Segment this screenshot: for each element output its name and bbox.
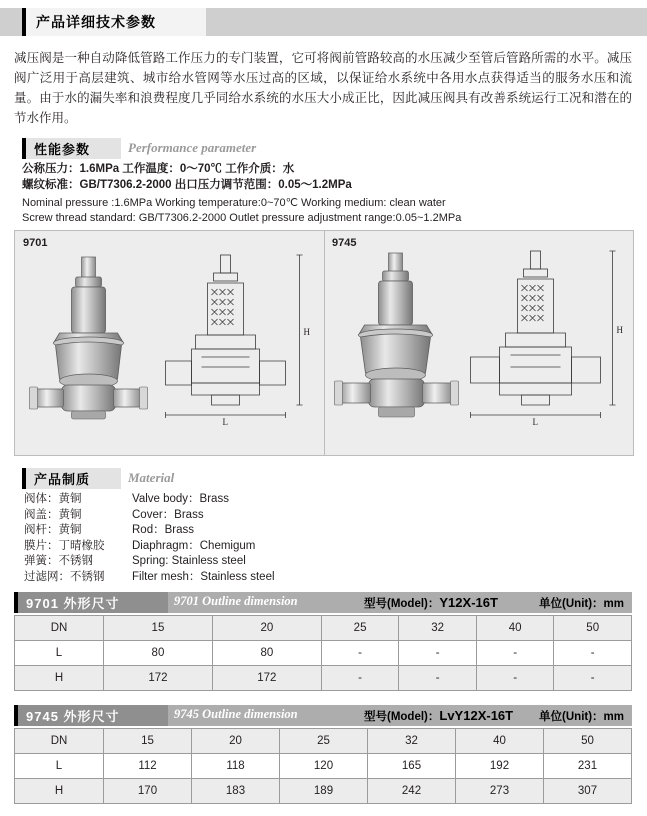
dimension-table-9745 xyxy=(14,728,632,804)
table-cell: 120 xyxy=(280,754,368,779)
product-images-panel xyxy=(14,230,634,456)
performance-parameters-cn xyxy=(22,162,622,193)
dimension-header-9745 xyxy=(14,705,632,726)
performance-section-label xyxy=(22,138,121,159)
table-cell: 172 xyxy=(212,666,321,691)
material-name-cn: 阀盖：黄铜 xyxy=(24,508,82,521)
product-image-9701 xyxy=(15,231,325,455)
dimension-tag-9745 xyxy=(14,705,168,726)
table-row xyxy=(15,641,632,666)
material-section-label xyxy=(22,468,121,489)
dimension-tag-9745-text: 9745 外形尺寸 xyxy=(26,709,120,724)
table-cell: 118 xyxy=(192,754,280,779)
svg-text:L: L xyxy=(222,417,228,427)
valve-illustration-9701 xyxy=(15,239,324,453)
page-title: 产品详细技术参数 xyxy=(36,14,156,30)
table-cell: H xyxy=(15,666,104,691)
dimension-unit-9745: 单位(Unit)：mm xyxy=(539,711,624,723)
table-cell: 40 xyxy=(456,729,544,754)
table-cell: 165 xyxy=(368,754,456,779)
table-cell: DN xyxy=(15,616,104,641)
svg-text:H: H xyxy=(303,327,310,337)
intro-paragraph: 减压阀是一种自动降低管路工作压力的专门装置，它可将阀前管路较高的水压减少至管后管路所需的水平。减压阀广泛用于高层建筑、城市给水管网等水压过高的区域，以保证给水系统中各用水点获得适当的服务水压和流量。由于水的漏失率和浪费程度几乎同给水系统的水压大小成正比，因此减压阀具有改善系统运行工况和潜在的节水作用。 xyxy=(14,51,632,125)
table-cell: 183 xyxy=(192,779,280,804)
table-cell: 80 xyxy=(104,641,213,666)
table-cell: 189 xyxy=(280,779,368,804)
dimension-en-9745: 9745 Outline dimension xyxy=(174,707,298,721)
table-cell: 273 xyxy=(456,779,544,804)
table-cell: 242 xyxy=(368,779,456,804)
table-cell: 50 xyxy=(554,616,632,641)
material-name-en: Filter mesh：Stainless steel xyxy=(132,570,275,583)
material-row xyxy=(24,523,382,539)
material-name-en: Cover：Brass xyxy=(132,508,204,521)
dimension-table-9701 xyxy=(14,615,632,691)
material-name-cn: 弹簧：不锈钢 xyxy=(24,555,93,567)
material-row xyxy=(24,508,382,524)
dimension-unit-9701: 单位(Unit)：mm xyxy=(539,598,624,610)
dimension-tag-9701-text: 9701 外形尺寸 xyxy=(26,596,120,611)
table-cell: 170 xyxy=(104,779,192,804)
table-cell: 25 xyxy=(321,616,399,641)
material-label-cn: 产品制质 xyxy=(34,472,91,487)
dimension-model-label-9745: 型号(Model)： xyxy=(364,711,440,723)
material-name-cn: 阀体：黄铜 xyxy=(24,493,82,505)
table-cell: 25 xyxy=(280,729,368,754)
material-row xyxy=(24,570,382,586)
table-cell: 15 xyxy=(104,616,213,641)
table-cell: - xyxy=(554,666,632,691)
table-cell: H xyxy=(15,779,104,804)
product-image-9701-code: 9701 xyxy=(23,237,48,249)
table-cell: - xyxy=(554,641,632,666)
material-list xyxy=(24,492,382,585)
material-name-cn: 过滤网：不锈钢 xyxy=(24,570,105,583)
table-cell: 32 xyxy=(399,616,477,641)
dimension-header-9701 xyxy=(14,592,632,613)
table-cell: 20 xyxy=(212,616,321,641)
dimension-model-9701 xyxy=(364,595,498,611)
table-cell: DN xyxy=(15,729,104,754)
dimension-tag-9701 xyxy=(14,592,168,613)
table-cell: 112 xyxy=(104,754,192,779)
table-cell: - xyxy=(321,641,399,666)
page-title-box xyxy=(22,8,206,36)
table-cell: L xyxy=(15,754,104,779)
table-cell: 50 xyxy=(544,729,632,754)
table-cell: 20 xyxy=(192,729,280,754)
table-row xyxy=(15,666,632,691)
dimension-model-label-9701: 型号(Model)： xyxy=(364,598,440,610)
material-name-en: Valve body：Brass xyxy=(132,493,229,505)
material-name-en: Rod：Brass xyxy=(132,524,194,536)
table-cell: 40 xyxy=(476,616,554,641)
table-cell: 172 xyxy=(104,666,213,691)
material-name-cn: 膜片：丁晴橡胶 xyxy=(24,539,105,552)
performance-line-1: 公称压力：1.6MPa 工作温度：0～70℃ 工作介质：水 xyxy=(22,163,295,175)
svg-text:H: H xyxy=(616,325,623,335)
material-row xyxy=(24,539,382,555)
product-image-9745 xyxy=(324,231,633,455)
table-cell: - xyxy=(476,666,554,691)
table-cell: 32 xyxy=(368,729,456,754)
table-row xyxy=(15,779,632,804)
material-name-cn: 阀杆：黄铜 xyxy=(24,524,82,536)
dimension-model-value-9745: LvY12X-16T xyxy=(439,708,514,723)
material-row xyxy=(24,492,382,508)
table-row-header xyxy=(15,729,632,754)
table-cell: 307 xyxy=(544,779,632,804)
material-row xyxy=(24,554,382,570)
table-row xyxy=(15,754,632,779)
table-cell: 231 xyxy=(544,754,632,779)
table-cell: - xyxy=(399,666,477,691)
material-name-en: Spring: Stainless steel xyxy=(132,555,246,567)
valve-illustration-9745 xyxy=(324,239,633,453)
table-cell: - xyxy=(399,641,477,666)
performance-label-cn: 性能参数 xyxy=(34,142,91,157)
table-cell: 80 xyxy=(212,641,321,666)
svg-text:L: L xyxy=(532,417,538,427)
product-image-9745-code: 9745 xyxy=(332,237,357,249)
table-row-header xyxy=(15,616,632,641)
performance-label-en: Performance parameter xyxy=(128,140,257,155)
table-cell: - xyxy=(321,666,399,691)
dimension-model-value-9701: Y12X-16T xyxy=(439,595,498,610)
table-cell: L xyxy=(15,641,104,666)
table-cell: - xyxy=(476,641,554,666)
table-cell: 15 xyxy=(104,729,192,754)
performance-parameters-en xyxy=(22,196,622,226)
table-cell: 192 xyxy=(456,754,544,779)
material-name-en: Diaphragm：Chemigum xyxy=(132,539,256,552)
dimension-en-9701: 9701 Outline dimension xyxy=(174,594,298,608)
material-label-en: Material xyxy=(128,470,175,485)
dimension-model-9745 xyxy=(364,708,513,724)
performance-line-2-en: Screw thread standard: GB/T7306.2-2000 Outlet pressure adjustment range:0.05~1.2MPa xyxy=(22,212,462,224)
performance-line-1-en: Nominal pressure :1.6MPa Working temperature:0~70℃ Working medium: clean water xyxy=(22,197,446,209)
performance-line-2: 螺纹标准：GB/T7306.2-2000 出口压力调节范围：0.05～1.2MPa xyxy=(22,178,352,191)
